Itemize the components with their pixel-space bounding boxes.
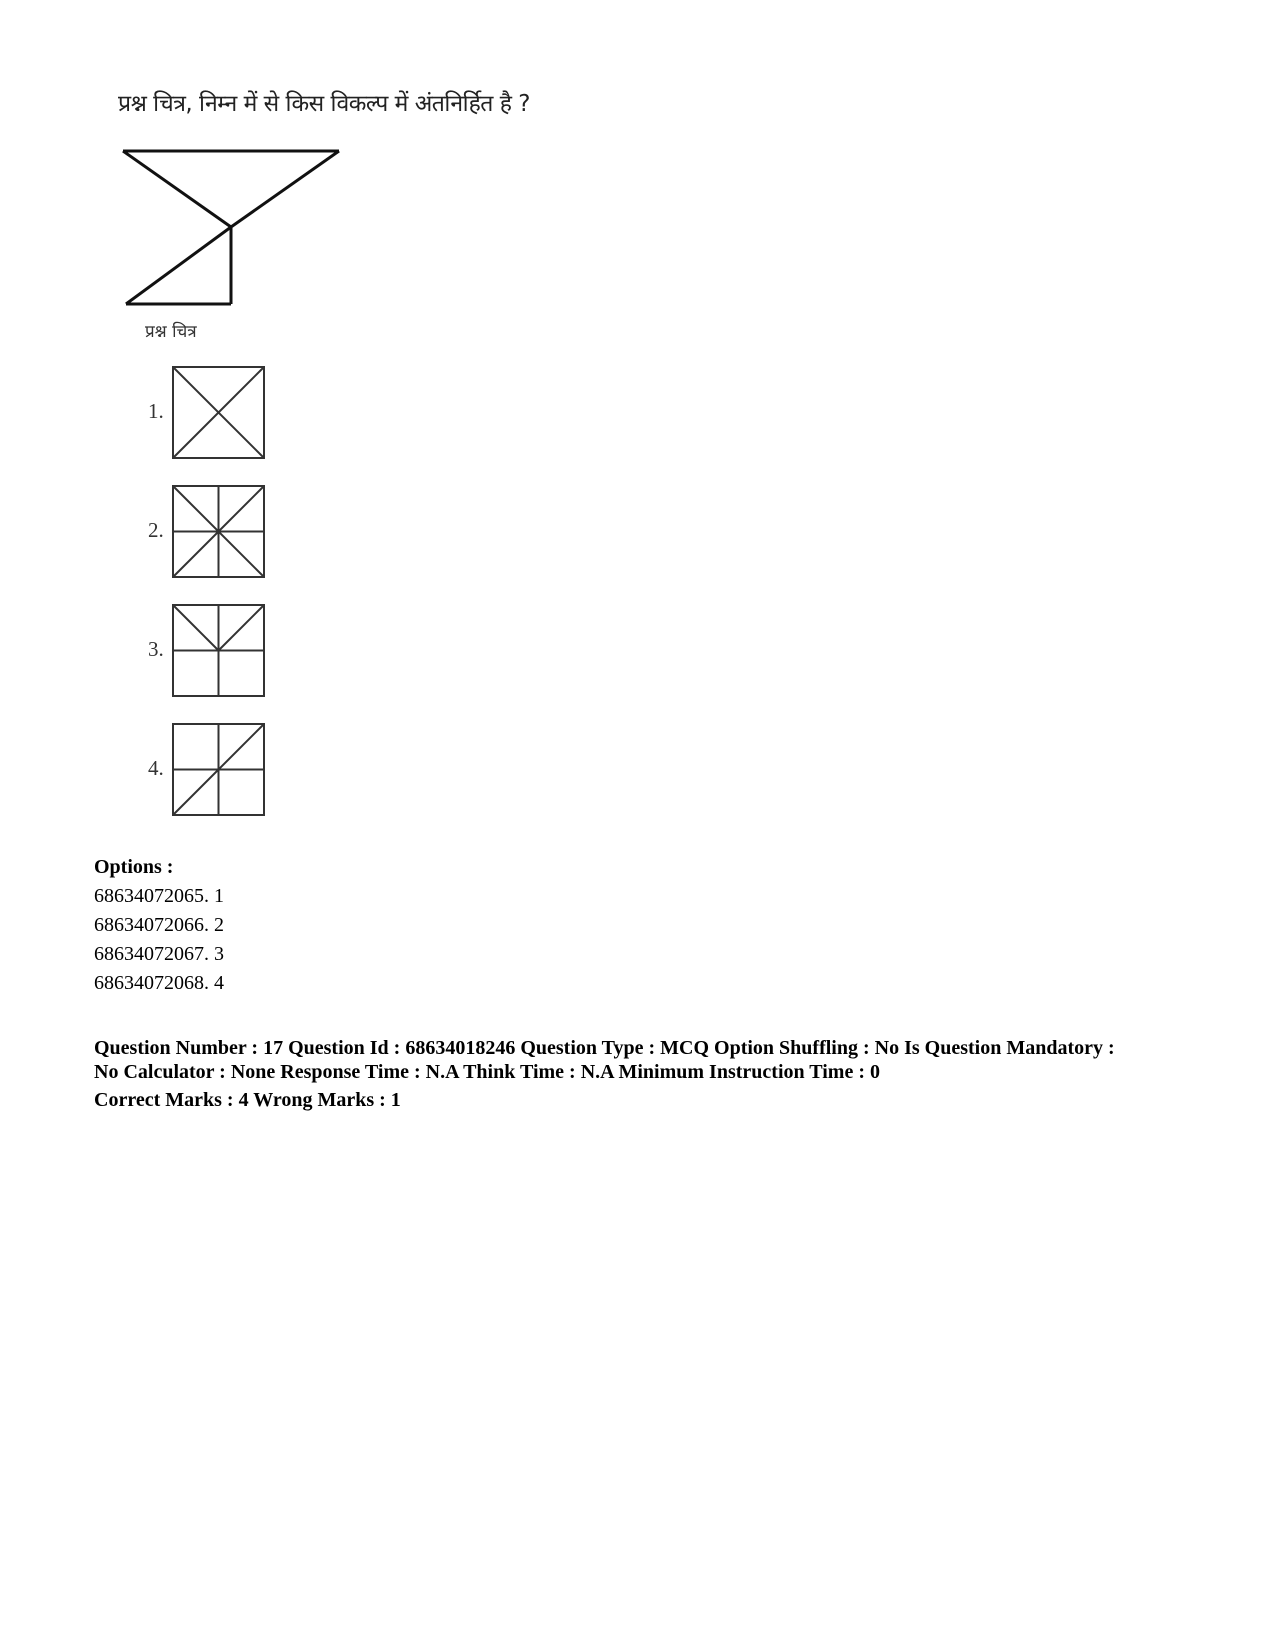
question-text: प्रश्न चित्र, निम्न में से किस विकल्प में अंतनिर्हित है ?: [118, 91, 530, 117]
option-item-2: 68634072066. 2: [94, 914, 224, 936]
option-figure-1: [173, 367, 264, 458]
option-figure-3: [173, 605, 264, 696]
options-heading: Options :: [94, 856, 174, 878]
option-figure-label-1: 1.: [148, 399, 164, 423]
figure-caption: प्रश्न चित्र: [145, 322, 197, 342]
question-meta-line-2: No Calculator : None Response Time : N.A Think Time : N.A Minimum Instruction Time : 0: [94, 1061, 880, 1083]
option-figure-4: [173, 724, 264, 815]
option-figure-label-2: 2.: [148, 518, 164, 542]
option-figure-label-4: 4.: [148, 756, 164, 780]
option-item-1: 68634072065. 1: [94, 885, 224, 907]
question-meta-line-1: Question Number : 17 Question Id : 68634018246 Question Type : MCQ Option Shuffling : No Is Question Mandatory :: [94, 1037, 1115, 1059]
option-item-4: 68634072068. 4: [94, 972, 224, 994]
question-marks: Correct Marks : 4 Wrong Marks : 1: [94, 1089, 401, 1111]
option-figure-label-3: 3.: [148, 637, 164, 661]
option-item-3: 68634072067. 3: [94, 943, 224, 965]
option-figure-2: [173, 486, 264, 577]
question-figure: [123, 151, 339, 304]
